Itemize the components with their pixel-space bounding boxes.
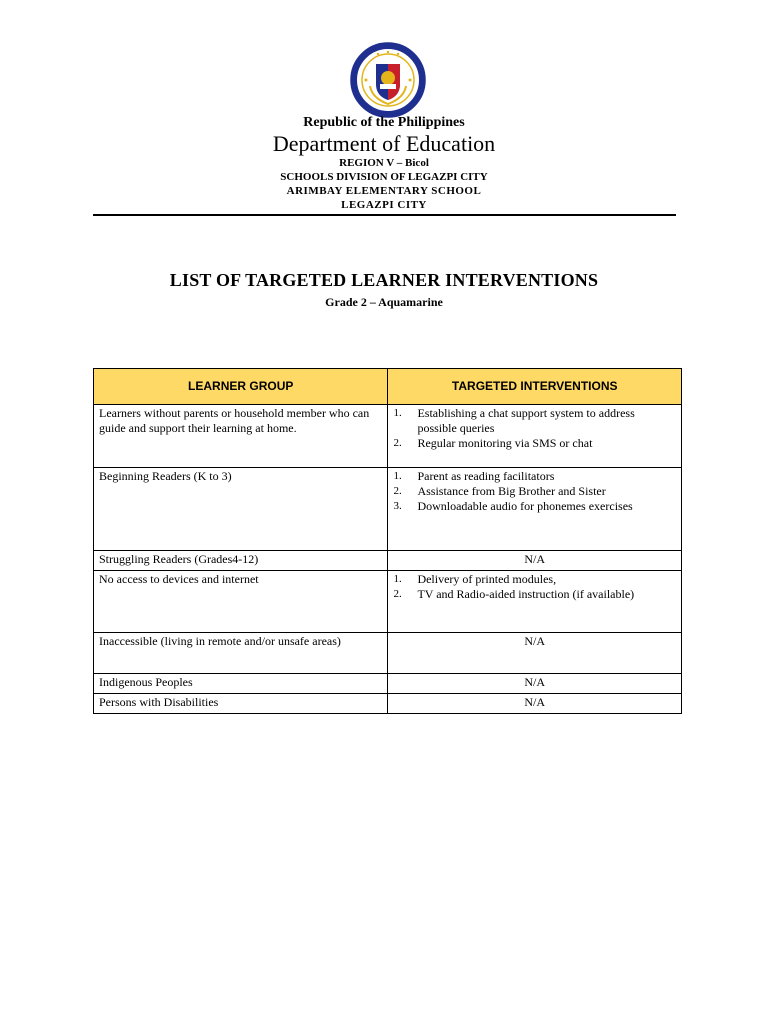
intervention-text: Establishing a chat support system to address possible queries (417, 406, 635, 435)
learner-group-cell: No access to devices and internet (94, 571, 388, 633)
document-subtitle: Grade 2 – Aquamarine (325, 295, 443, 309)
interventions-cell: N/A (388, 674, 682, 694)
list-number: 1. (393, 407, 402, 419)
republic-label: Republic of the Philippines (303, 115, 465, 130)
table-row (94, 674, 682, 694)
intervention-text: TV and Radio-aided instruction (if available) (417, 587, 635, 601)
table-header-row (94, 369, 682, 405)
table-row (94, 551, 682, 571)
interventions-cell (388, 405, 682, 468)
header-divider (93, 214, 676, 216)
list-item (393, 469, 676, 484)
document-title: LIST OF TARGETED LEARNER INTERVENTIONS (169, 270, 599, 290)
table-row (94, 633, 682, 674)
table-row (94, 405, 682, 468)
learner-group-cell: Inaccessible (living in remote and/or unsafe areas) (94, 633, 388, 674)
interventions-cell: N/A (388, 551, 682, 571)
interventions-list (393, 469, 676, 514)
department-name: Department of Education (272, 131, 496, 156)
list-number: 1. (393, 573, 402, 585)
learner-group-cell: Learners without parents or household member who can guide and support their learning at home. (94, 405, 388, 468)
learner-group-cell: Indigenous Peoples (94, 674, 388, 694)
intervention-text: Delivery of printed modules, (417, 572, 557, 586)
list-item (393, 406, 676, 436)
interventions-cell: N/A (388, 633, 682, 674)
intervention-text: Assistance from Big Brother and Sister (417, 484, 606, 498)
table-row (94, 468, 682, 551)
interventions-cell (388, 468, 682, 551)
region-label: REGION V – Bicol (339, 157, 429, 169)
header-targeted-interventions: TARGETED INTERVENTIONS (388, 369, 682, 405)
intervention-text: Parent as reading facilitators (417, 469, 555, 483)
learner-group-cell: Beginning Readers (K to 3) (94, 468, 388, 551)
table-row (94, 571, 682, 633)
learner-group-cell: Persons with Disabilities (94, 694, 388, 714)
deped-seal-logo (350, 42, 426, 118)
learner-group-cell: Struggling Readers (Grades4-12) (94, 551, 388, 571)
interventions-list (393, 572, 676, 602)
division-label: SCHOOLS DIVISION OF LEGAZPI CITY (280, 171, 488, 183)
header-learner-group: LEARNER GROUP (94, 369, 388, 405)
list-number: 2. (393, 437, 402, 449)
list-number: 2. (393, 588, 402, 600)
list-item (393, 436, 676, 451)
interventions-cell (388, 571, 682, 633)
list-number: 1. (393, 470, 402, 482)
intervention-text: Downloadable audio for phonemes exercises (417, 499, 633, 513)
list-item (393, 572, 676, 587)
interventions-cell: N/A (388, 694, 682, 714)
interventions-table (93, 368, 682, 714)
list-item (393, 499, 676, 514)
list-item (393, 484, 676, 499)
list-number: 3. (393, 500, 402, 512)
list-number: 2. (393, 485, 402, 497)
list-item (393, 587, 676, 602)
school-name: ARIMBAY ELEMENTARY SCHOOL (286, 185, 482, 197)
interventions-list (393, 406, 676, 451)
city-label: LEGAZPI CITY (341, 199, 427, 211)
table-row (94, 694, 682, 714)
intervention-text: Regular monitoring via SMS or chat (417, 436, 593, 450)
